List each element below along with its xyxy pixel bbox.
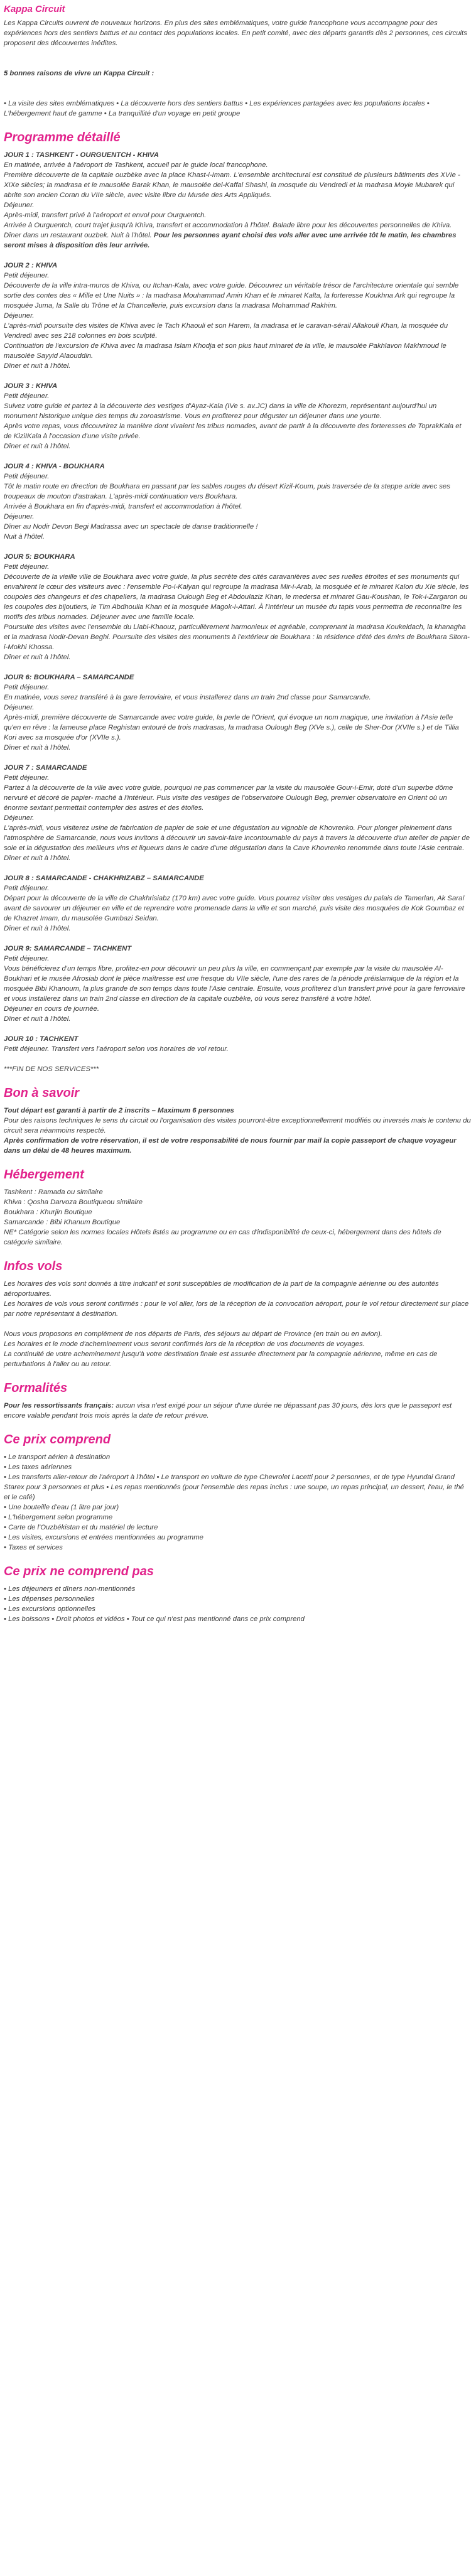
comprend-heading: Ce prix comprend [4,1433,111,1447]
bullet-row [4,1584,471,1594]
day-line [4,512,471,522]
formalites-heading: Formalités [4,1381,68,1395]
hebergement-line: Khiva : Qosha Darvoza Boutiqueou similaire [4,1199,143,1206]
hebergement-line: Boukhara : Khurjin Boutique [4,1209,92,1216]
comprend-list [4,1452,471,1553]
day-line [4,220,471,230]
day-line-text: Tôt le matin route en direction de Boukhara en passant par les sables rouges du désert Kizil-Koum, puis traversée de la steppe aride avec ses troupeaux de mouton d'astrakan. L'après-midi continuation vers Boukhara. [4,483,450,500]
bullet-row [4,1512,471,1522]
day-title: JOUR 9: SAMARCANDE – TACHKENT [4,945,132,952]
hebergement-list [4,1187,471,1248]
day-section [4,1034,471,1054]
day-line-text: Suivez votre guide et partez à la découverte des vestiges d'Ayaz-Kala (IVe s. av.JC) dans la ville de Khorezm, représentant aujourd'hui un monument historique unique des temps du zoroastrisme. Vous en profiterez pour déguster un déjeuner dans une yourte. [4,402,437,420]
day-line [4,311,471,321]
bullet-row [4,1472,471,1502]
day-line-text: Nuit à l'hôtel. [4,533,45,541]
day-line-text: Petit déjeuner. [4,774,50,782]
day-line [4,703,471,713]
day-section [4,150,471,251]
bullet-item: • Les taxes aériennes [4,1463,72,1471]
hebergement-heading: Hébergement [4,1168,84,1182]
day-line [4,401,471,421]
day-title: JOUR 2 : KHIVA [4,262,58,269]
day-line [4,281,471,311]
bon-text: Pour des raisons techniques le sens du circuit ou l'organisation des visites pourront-être exceptionnellement modifiés ou inversés mais le contenu du circuit sera néanmoins respecté. [4,1117,471,1134]
ne-comprend-list [4,1584,471,1624]
bullet-item: • L'hébergement selon programme [4,1514,112,1521]
hebergement-line: NE* Catégorie selon les normes locales Hôtels listés au programme ou en cas d'indisponibilité de ceux-ci, hébergement dans des hôtels de catégorie similaire. [4,1229,441,1246]
day-line-text: L'après-midi, vous visiterez usine de fabrication de papier de soie et une dégustation au vignoble de Khovrenko. Pour plonger pleinement dans l'atmosphère de Samarcande, nous vous invitons à découvrir un savoir-faire incontournable du pays à travers la découverte d'un atelier de papier de soie et la dégustation des meilleurs vins et liqueurs dans le cadre d'une dégustation dans la Cave Khovrenko renommée dans toute l'Asie centrale. [4,824,470,852]
day-line-text: Dîner et nuit à l'hôtel. [4,854,71,862]
day-line-text: Découverte de la ville intra-muros de Khiva, ou Itchan-Kala, avec votre guide. Découvrez un véritable trésor de l'architecture orientale qui semble sortie des contes des « Mille et Une Nuits » : la madrasa Mouhammad Amin Khan et le minaret Kalta, la forteresse Koukhna Ark qui regroupe la mosquée Juma, la Salle du Trône et la Chancellerie, puis excursion dans la madrasa Mohammad Rakhim. [4,282,459,310]
vols-line: Nous vous proposons en complément de nos départs de Paris, des séjours au départ de Province (en train ou en avion). [4,1330,382,1338]
day-line-text: Petit déjeuner. [4,272,50,279]
vols-block-2 [4,1329,471,1369]
bullet-item: • Le transport en voiture de type Chevrolet Lacetti pour 2 personnes, et de type Hyundai Grand Starex pour 3 personnes et plus [4,1474,455,1491]
vols-line: Les horaires et le mode d'acheminement vous seront confirmés lors de la réception de vos documents de voyages. [4,1340,365,1348]
day-line [4,713,471,743]
day-line-text: Petit déjeuner. [4,684,50,691]
day-line-text: Dîner et nuit à l'hôtel. [4,744,71,752]
bullet-item: • Les boissons [4,1615,50,1623]
day-line-text: Dîner et nuit à l'hôtel. [4,925,71,932]
reasons-heading: 5 bonnes raisons de vivre un Kappa Circuit : [4,70,154,77]
day-line [4,1014,471,1024]
bullet-row [4,1522,471,1533]
day-line-text: Déjeuner. [4,814,35,822]
day-line [4,170,471,200]
day-section [4,873,471,934]
day-line [4,210,471,220]
day-line [4,321,471,341]
reason-item: • Les expériences partagées avec les populations locales [245,100,425,107]
formalites-body: aucun visa n'est exigé pour un séjour d'une durée ne dépassant pas 30 jours, dès lors que le passeport est encore valable pendant trois mois après la date de retour prévue. [4,1402,452,1420]
bullet-row [4,1462,471,1472]
bullet-item: • Tout ce qui n'est pas mentionné dans ce prix comprend [127,1615,305,1623]
day-line [4,622,471,652]
day-line-text: Déjeuner. [4,704,35,711]
day-section [4,944,471,1024]
day-line-text: Dîner et nuit à l'hôtel. [4,654,71,661]
day-line [4,893,471,924]
bullet-item: • Les déjeuners et dîners non-mentionnés [4,1585,135,1593]
day-line-text: En matinée, vous serez transféré à la gare ferroviaire, et vous installerez dans un train 2nd classe pour Samarcande. [4,694,371,701]
day-line-text: Découverte de la vieille ville de Boukhara avec votre guide, la plus secrète des cités caravanières avec ses ruelles étroites et ses monuments qui envahirent le cœur des visiteurs avec : l'ensemble Po-i-Kalyan qui regroupe la madrasa Mir-i-Arab, la mosquée et le minaret Kalon du XIe siècle, les coupoles des changeurs et des chapeliers, la madrasa Oulough Beg et Abdoulaziz Khan, le medersa et minaret Gau-Koushan, le Tok-i-Zargaron ou les coupoles des bijoutiers, le Tim Abdhoulla Khan et la mosquée Magok-i-Attari. À l'intérieur un musée du tapis vous permettra de reconnaître les motifs des tribus nomades. Déjeuner avec une famille locale. [4,573,469,621]
reason-item: • La visite des sites emblématiques [4,100,114,107]
day-line [4,853,471,863]
bullet-row [4,1452,471,1462]
bullet-item: • Les excursions optionnelles [4,1605,95,1613]
day-line [4,964,471,1004]
hebergement-line: Samarcande : Bibi Khanum Boutique [4,1219,121,1226]
bullet-item: • Les transferts aller-retour de l'aéroport à l'hôtel [4,1474,154,1481]
day-title: JOUR 10 : TACHKENT [4,1035,78,1043]
day-section [4,261,471,371]
day-line [4,924,471,934]
day-line [4,522,471,532]
day-section [4,552,471,662]
day-line-text: Poursuite des visites avec l'ensemble du Liabi-Khaouz, particulièrement harmonieux et agréable, comprenant la madrasa Koukeldach, la khanagha et la madrasa Nodir-Devan Beghi. Poursuite des visites des monuments à l'extérieur de Boukhara : la résidence d'été des émirs de Boukhara Sitora-i-Mokhi Khossa. [4,623,470,651]
day-line-text: Après-midi, première découverte de Samarcande avec votre guide, la perle de l'Orient, qui évoque un nom magique, une invitation à l'Asie telle qu'en en rêve : la fameuse place Reghistan entouré de trois madrasas, la madrasa Oulough Beg (XVe s.), celle de Sher-Dor (XVIIe s.) et de Tillia Kori avec sa mosquée d'or (XVIIe s.). [4,714,459,741]
day-line [4,773,471,783]
day-line [4,502,471,512]
day-line-text: Déjeuner en cours de journée. [4,1005,99,1013]
bullet-row [4,1543,471,1553]
day-section [4,381,471,451]
day-line [4,693,471,703]
day-section [4,672,471,753]
day-line [4,562,471,572]
day-line-text: Après votre repas, vous découvrirez la manière dont vivaient les tribus nomades, avant de partir à la découverte des forteresses de ToprakKala et de KiziIKala à l'occasion d'une visite privée. [4,423,462,440]
reasons-list [4,99,471,119]
day-line-text: Petit déjeuner. Transfert vers l'aéroport selon vos horaires de vol retour. [4,1045,229,1053]
bon-a-savoir-heading: Bon à savoir [4,1086,80,1100]
day-title: JOUR 1 : TASHKENT - OURGUENTCH - KHIVA [4,151,159,159]
day-line-text: Départ pour la découverte de la ville de Chakhrisiabz (170 km) avec votre guide. Vous pourrez visiter des vestiges du palais de Tamerlan, Ak Saraï avant de savourer un déjeuner en ville et de reprendre votre promenade dans la ville et son marché, puis visite des mosquées de Kok Goumbaz et de Khazret Imam, du mausolée Gumbazi Seidan. [4,895,465,922]
day-line [4,421,471,441]
programme-days [4,150,471,1054]
bon-departure-line: Tout départ est garanti à partir de 2 inscrits – Maximum 6 personnes [4,1107,234,1114]
day-line [4,1044,471,1054]
day-line [4,682,471,693]
day-line-text: Arrivée à Boukhara en fin d'après-midi, transfert et accommodation à l'hôtel. [4,503,242,510]
bullet-item: • Carte de l'Ouzbékistan et du matériel de lecture [4,1524,158,1531]
day-title: JOUR 8 : SAMARCANDE - CHAKHRIZABZ – SAMARCANDE [4,875,204,882]
bullet-row [4,1604,471,1614]
day-line-text: Petit déjeuner. [4,885,50,892]
bon-passport-note: Après confirmation de votre réservation, il est de votre responsabilité de nous fournir par mail la copie passeport de chaque voyageur dans un délai de 48 heures maximum. [4,1137,457,1155]
day-line [4,954,471,964]
intro-paragraph: Les Kappa Circuits ouvrent de nouveaux horizons. En plus des sites emblématiques, votre guide francophone vous accompagne pour des expériences hors des sentiers battus et au contact des populations locales. En petit comité, avec des départs garantis dès 2 personnes, ces circuits proposent des découvertes inédites. [4,19,467,47]
bullet-item: • Les visites, excursions et entrées mentionnées au programme [4,1534,203,1541]
hebergement-line: Tashkent : Ramada ou similaire [4,1188,103,1196]
day-line [4,1004,471,1014]
vols-line: Les horaires de vols vous seront confirmés : pour le vol aller, lors de la réception de la convocation aéroport, pour le vol retour directement sur place par notre représentant à destination. [4,1300,469,1318]
reason-item: • La tranquillité d'un voyage en petit groupe [104,110,241,117]
day-line-text: Petit déjeuner. [4,473,50,480]
reason-item: • La découverte hors des sentiers battus [116,100,243,107]
day-line [4,361,471,371]
day-line-text: Après-midi, transfert privé à l'aéroport et envol pour Ourguentch. [4,212,207,219]
formalites-text [4,1401,471,1421]
day-title: JOUR 7 : SAMARCANDE [4,764,87,772]
day-line [4,482,471,502]
day-section [4,763,471,863]
day-line-text: Dîner dans un restaurant ouzbek. Nuit à l'hôtel. [4,232,154,239]
end-of-services: ***FIN DE NOS SERVICES*** [4,1065,99,1073]
day-line [4,271,471,281]
day-line-text: Déjeuner. [4,513,35,520]
programme-heading: Programme détaillé [4,131,121,144]
day-line [4,572,471,622]
day-title: JOUR 3 : KHIVA [4,382,58,390]
bullet-item: • Le transport aérien à destination [4,1453,110,1461]
day-line [4,813,471,823]
day-line-text: Petit déjeuner. [4,955,50,962]
day-line-text: Dîner au Nodir Devon Begi Madrassa avec un spectacle de danse traditionnelle ! [4,523,258,531]
day-line [4,230,471,251]
day-line [4,472,471,482]
day-line-text: Continuation de l'excursion de Khiva avec la madrasa Islam Khodja et son plus haut minaret de la ville, le mausolée Pakhlavon Makhmoud le mausolée Sayyid Alaouddin. [4,342,446,360]
day-line-text: En matinée, arrivée à l'aéroport de Tashkent, accueil par le guide local francophone. [4,161,268,169]
day-line [4,441,471,451]
bullet-item: • Les repas mentionnés (pour l'ensemble des repas inclus : une soupe, un repas principal, un dessert, l'eau, le thé et le café) [4,1484,464,1501]
formalites-bold: Pour les ressortissants français: [4,1402,114,1409]
bullet-row [4,1502,471,1512]
vols-line: La continuité de votre acheminement jusqu'à votre destination finale est assurée directement par la compagnie aérienne, même en cas de perturbations à l'aller ou au retour. [4,1350,438,1368]
vols-line: Les horaires des vols sont donnés à titre indicatif et sont susceptibles de modification de la part de la compagnie aérienne ou des autorités aéroportuaires. [4,1280,439,1298]
day-line [4,341,471,361]
day-line-text: Petit déjeuner. [4,563,50,571]
day-line-text: Dîner et nuit à l'hôtel. [4,362,71,370]
day-line [4,200,471,210]
day-line-text: Dîner et nuit à l'hôtel. [4,443,71,450]
bullet-row [4,1533,471,1543]
day-line [4,532,471,542]
day-line-text: Déjeuner. [4,312,35,320]
day-line-text: Déjeuner. [4,202,35,209]
day-line [4,743,471,753]
day-line-text: Première découverte de la capitale ouzbèke avec la place Khast-i-Imam. L'ensemble architectural est constitué de plusieurs bâtiments des XVIe -XIXe siècles; la madrasa et le mausolée Barak Khan, le mausolée del-Kaffal Shashi, la mosquée du Vendredi et la madrasa Moyie Mubarek qui abrite son ancien Coran du VIIe siècle, avec visite libre du Musée des Arts Appliqués. [4,171,460,199]
bullet-row [4,1614,471,1624]
bullet-item: • Les dépenses personnelles [4,1595,95,1603]
day-line-bold: Pour les personnes ayant choisi des vols aller avec une arrivée tôt le matin, les chambres seront mises à disposition dès leur arrivée. [4,232,457,249]
day-line-text: Partez à la découverte de la ville avec votre guide, pourquoi ne pas commencer par la visite du mausolée Gour-i-Emir, doté d'un superbe dôme nervuré et décoré de papier- maché à l'intérieur. Puis visite des vestiges de l'observatoire Oulough Beg, premier observatoire en Orient où un énorme sextant permettait contempler des astres et des étoiles. [4,784,453,812]
bullet-item: • Une bouteille d'eau (1 litre par jour) [4,1504,119,1511]
ne-comprend-heading: Ce prix ne comprend pas [4,1565,154,1578]
day-title: JOUR 6: BOUKHARA – SAMARCANDE [4,674,134,681]
day-section [4,461,471,542]
day-line-text: L'après-midi poursuite des visites de Khiva avec le Tach Khaouli et son Harem, la madrasa et le caravan-sérail Allakouli Khan, la mosquée du Vendredi avec ses 218 colonnes en bois sculpté. [4,322,448,340]
day-line [4,883,471,893]
day-line [4,783,471,813]
day-line-text: Vous bénéficierez d'un temps libre, profitez-en pour découvrir un peu plus la ville, en commençant par exemple par la visite du mausolée Al-Boukhari et le musée Afrosiab dont le pièce maîtresse est une fresque du VIIe siècle, l'une des rares de la période préislamique de la région et la mosquée Bibi Khanoum, la plus grande de son temps dans toute l'Asie centrale. Ensuite, vous profiterez d'un transfert privé pour la gare ferroviaire et vous installerez dans un train 2nd classe en direction de la capitale ouzbèke, où vous serez transféré à votre hôtel. [4,965,465,1003]
day-line [4,391,471,401]
day-line-text: Arrivée à Ourguentch, court trajet jusqu'à Khiva, transfert et accommodation à l'hôtel. Balade libre pour les découvertes personnelles de Khiva. [4,222,452,229]
day-line [4,160,471,170]
bullet-row [4,1594,471,1604]
day-line-text: Dîner et nuit à l'hôtel. [4,1015,71,1023]
bullet-item: • Droit photos et vidéos [51,1615,124,1623]
reason-item: • L'hébergement haut de gamme [4,100,430,117]
page-title: Kappa Circuit [4,4,65,14]
day-title: JOUR 4 : KHIVA - BOUKHARA [4,463,105,470]
vols-heading: Infos vols [4,1259,63,1273]
bullet-item: • Taxes et services [4,1544,63,1551]
vols-block-1 [4,1279,471,1319]
day-line [4,823,471,853]
day-line [4,652,471,662]
day-title: JOUR 5: BOUKHARA [4,553,75,561]
day-line-text: Petit déjeuner. [4,392,50,400]
